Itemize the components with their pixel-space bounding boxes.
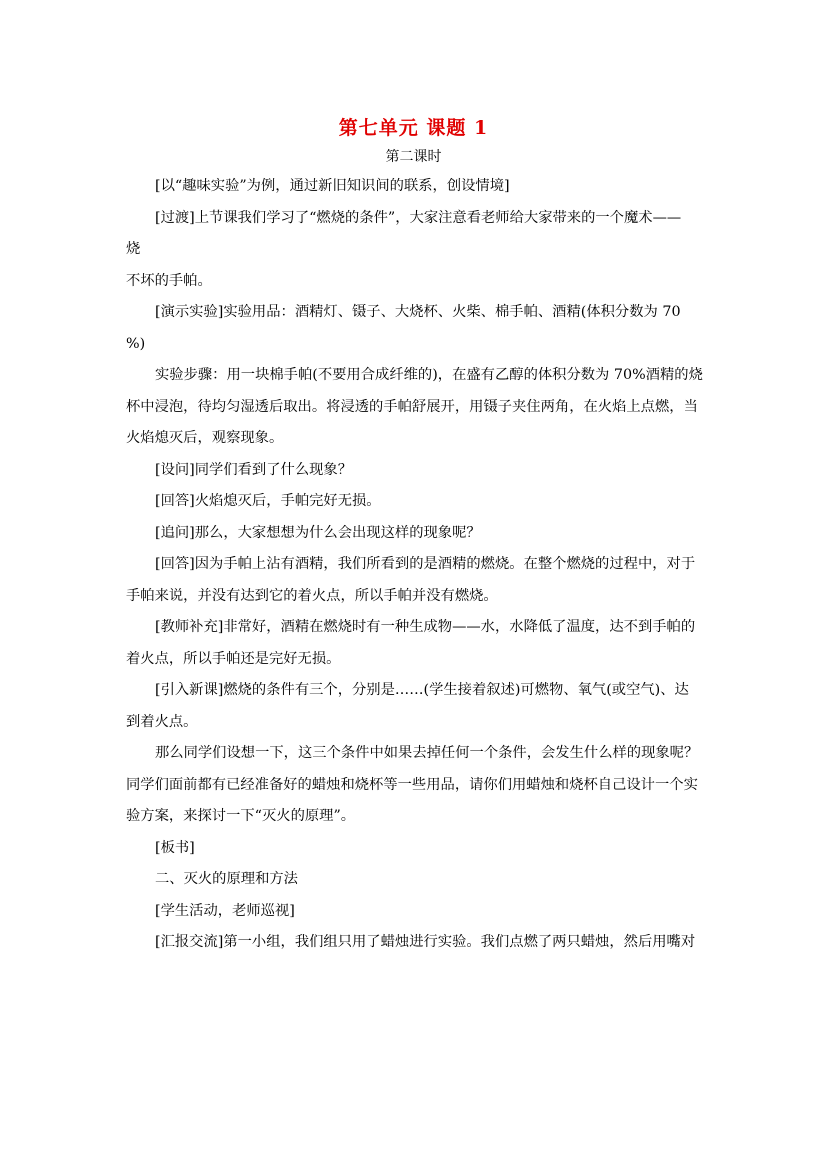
text-line: 同学们面前都有已经准备好的蜡烛和烧杯等一些用品，请你们用蜡烛和烧杯自己设计一个实 — [126, 776, 698, 793]
text-line: [板书] — [155, 839, 195, 856]
doc-subtitle: 第二课时 — [385, 149, 442, 165]
text-line: 烧 — [126, 241, 141, 257]
text-line: [以“趣味实验”为例，通过新旧知识间的联系，创设情境] — [155, 178, 510, 194]
text-line: 火焰熄灭后，观察现象。 — [126, 430, 284, 446]
text-line: 实验步骤：用一块棉手帕(不要用合成纤维的)，在盛有乙醇的体积分数为 70%酒精的烧 — [155, 367, 703, 383]
text-line: [过渡]上节课我们学习了“燃烧的条件”，大家注意看老师给大家带来的一个魔术—— — [155, 209, 682, 226]
text-line: 验方案，来探讨一下“灭火的原理”。 — [126, 808, 356, 824]
text-line: [回答]火焰熄灭后，手帕完好无损。 — [155, 493, 381, 509]
doc-body — [126, 171, 716, 959]
text-line: 手帕来说，并没有达到它的着火点，所以手帕并没有燃烧。 — [126, 587, 498, 604]
text-line: [演示实验]实验用品：酒精灯、镊子、大烧杯、火柴、棉手帕、酒精(体积分数为 70 — [155, 304, 681, 320]
text-line: 二、灭火的原理和方法 — [155, 871, 298, 887]
text-line: 杯中浸泡，待均匀湿透后取出。将浸透的手帕舒展开，用镊子夹住两角，在火焰上点燃，当 — [126, 398, 698, 415]
text-line: [回答]因为手帕上沾有酒精，我们所看到的是酒精的燃烧。在整个燃烧的过程中，对于 — [155, 556, 696, 572]
text-line: 那么同学们设想一下，这三个条件中如果去掉任何一个条件，会发生什么样的现象呢？ — [155, 745, 699, 761]
text-line: 到着火点。 — [126, 713, 198, 730]
text-line: [追问]那么，大家想想为什么会出现这样的现象呢？ — [155, 524, 481, 541]
text-line: %) — [126, 335, 146, 352]
doc-title: 第七单元 课题 1 — [338, 117, 489, 139]
text-line: [引入新课]燃烧的条件有三个，分别是……(学生接着叙述)可燃物、氧气(或空气)、达 — [155, 682, 689, 698]
text-line: [教师补充]非常好，酒精在燃烧时有一种生成物——水，水降低了温度，达不到手帕的 — [155, 619, 696, 635]
text-line: [汇报交流]第一小组，我们组只用了蜡烛进行实验。我们点燃了两只蜡烛，然后用嘴对 — [155, 934, 696, 950]
text-line: 着火点，所以手帕还是完好无损。 — [126, 650, 341, 667]
text-line: [设问]同学们看到了什么现象？ — [155, 461, 353, 478]
text-line: [学生活动，老师巡视] — [155, 902, 295, 919]
text-line: 不坏的手帕。 — [126, 272, 212, 289]
